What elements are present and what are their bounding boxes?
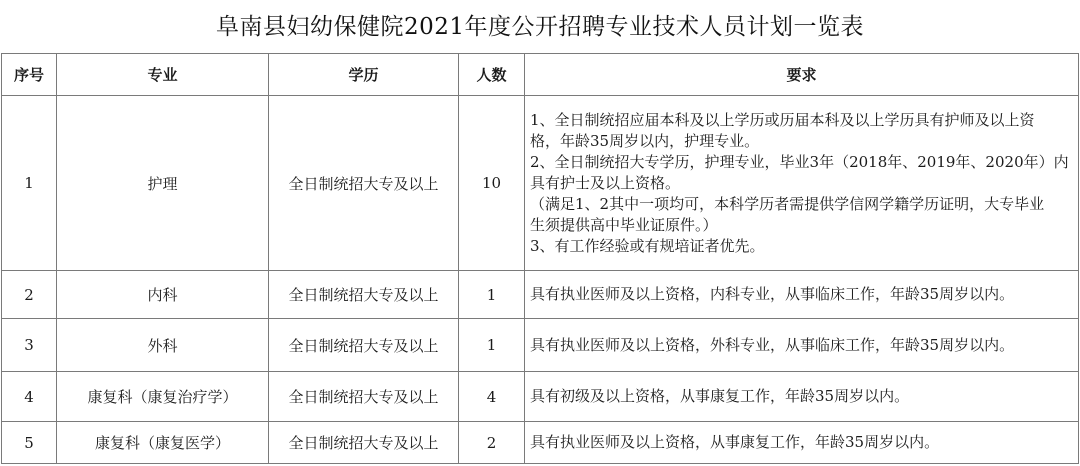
cell-education: 全日制统招大专及以上	[269, 422, 459, 464]
header-count: 人数	[459, 54, 525, 96]
requirement-line: 具有初级及以上资格，从事康复工作，年龄35周岁以内。	[530, 387, 910, 405]
requirement-line: 1、全日制统招应届本科及以上学历或历届本科及以上学历具有护师及以上资	[530, 110, 1035, 129]
cell-major: 康复科（康复医学）	[57, 422, 269, 464]
requirement-line: 生须提供高中毕业证原件。）	[530, 215, 718, 234]
cell-requirements	[525, 372, 1079, 422]
cell-seq: 4	[2, 372, 57, 422]
cell-count: 2	[459, 422, 525, 464]
requirement-line: 具有执业医师及以上资格，外科专业，从事临床工作，年龄35周岁以内。	[530, 335, 1015, 354]
cell-major: 康复科（康复治疗学）	[57, 372, 269, 422]
cell-count: 1	[459, 271, 525, 319]
requirement-line: 格，年龄35周岁以内，护理专业。	[530, 131, 760, 150]
cell-requirements	[525, 422, 1079, 464]
cell-seq: 1	[2, 96, 57, 271]
table-header-row	[2, 54, 1079, 96]
requirement-line: 3、有工作经验或有规培证者优先。	[530, 236, 765, 255]
header-major: 专业	[57, 54, 269, 96]
table-row	[2, 422, 1079, 464]
header-education: 学历	[269, 54, 459, 96]
cell-requirements	[525, 96, 1079, 271]
header-seq: 序号	[2, 54, 57, 96]
cell-seq: 3	[2, 319, 57, 372]
cell-count: 1	[459, 319, 525, 372]
cell-major: 护理	[57, 96, 269, 271]
cell-education: 全日制统招大专及以上	[269, 271, 459, 319]
cell-count: 10	[459, 96, 525, 271]
recruitment-plan-table	[1, 53, 1079, 464]
cell-major: 外科	[57, 319, 269, 372]
requirement-line: 具有执业医师及以上资格，从事康复工作，年龄35周岁以内。	[530, 433, 940, 451]
requirement-line: （满足1、2其中一项均可，本科学历者需提供学信网学籍学历证明，大专毕业	[530, 194, 1045, 213]
cell-education: 全日制统招大专及以上	[269, 96, 459, 271]
requirement-line: 具有护士及以上资格。	[530, 173, 681, 192]
header-requirements: 要求	[525, 54, 1079, 96]
requirement-line: 具有执业医师及以上资格，内科专业，从事临床工作，年龄35周岁以内。	[530, 285, 1015, 303]
cell-count: 4	[459, 372, 525, 422]
cell-education: 全日制统招大专及以上	[269, 319, 459, 372]
requirement-line: 2、全日制统招大专学历，护理专业，毕业3年（2018年、2019年、2020年）内	[530, 152, 1069, 171]
table-row	[2, 319, 1079, 372]
table-row	[2, 271, 1079, 319]
document-title: 阜南县妇幼保健院2021年度公开招聘专业技术人员计划一览表	[215, 14, 865, 40]
cell-requirements	[525, 271, 1079, 319]
cell-major: 内科	[57, 271, 269, 319]
cell-seq: 2	[2, 271, 57, 319]
cell-education: 全日制统招大专及以上	[269, 372, 459, 422]
table-row	[2, 96, 1079, 271]
table-row	[2, 372, 1079, 422]
cell-seq: 5	[2, 422, 57, 464]
cell-requirements	[525, 319, 1079, 372]
